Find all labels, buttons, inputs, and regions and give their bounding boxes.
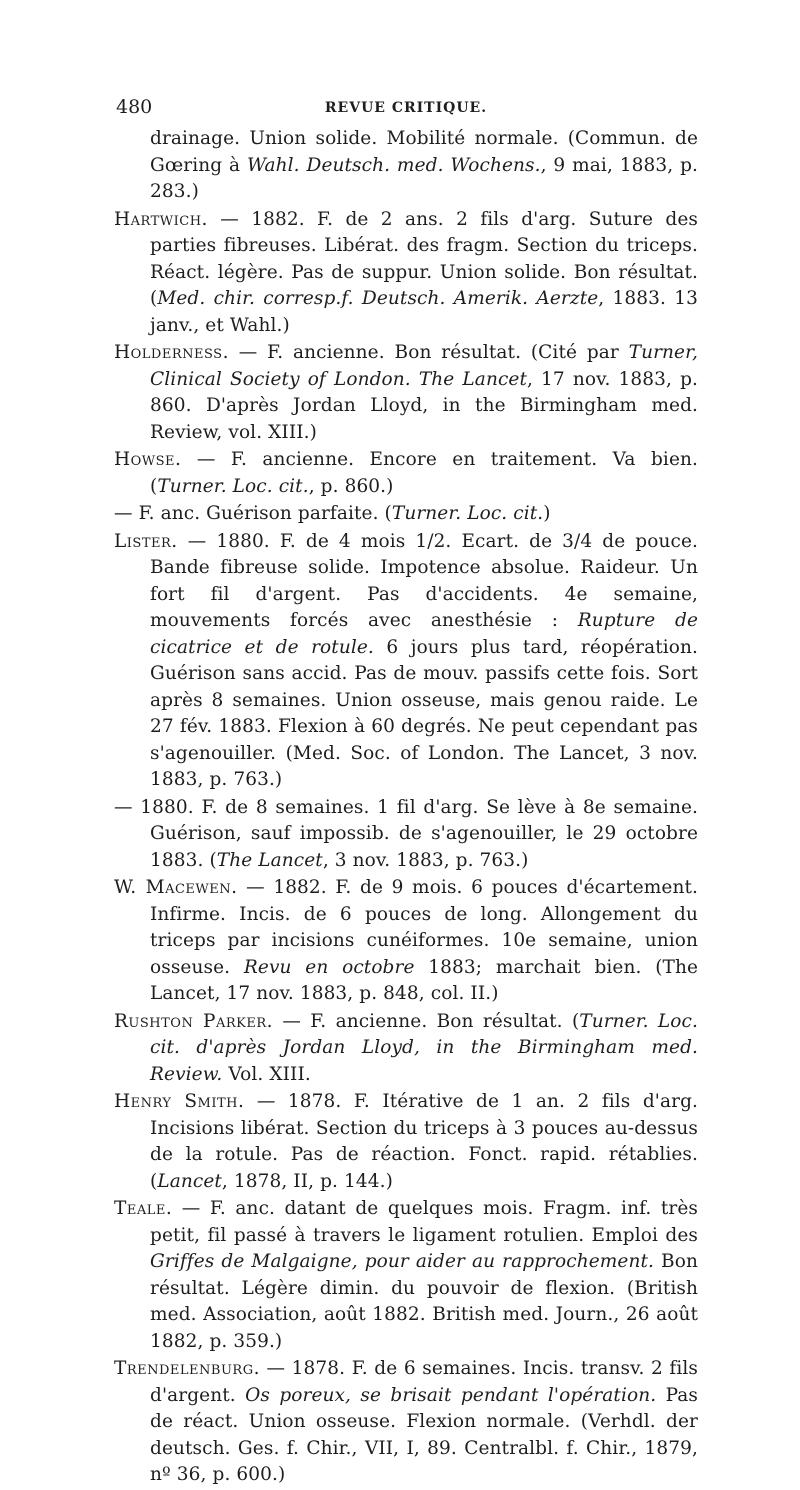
running-title: REVUE CRITIQUE. (324, 100, 488, 116)
entry-howse (114, 447, 698, 500)
entry-text: — 1878. F. Itérative de 1 an. 2 fils d'arg. Incisions libérat. Section du triceps à 3 pouces au-dessus de la rotule. Pas de réaction. Fonct. rapid. rétablies. ( (150, 1091, 698, 1192)
entry-reference: Rupture de cicatrice et de rotule. (150, 610, 699, 658)
entry-tail: Bon résultat. Légère dimin. du pouvoir de flexion. (British med. Association, août 1882. British med. Journ., 26 août 1882, p. 359.) (150, 1251, 698, 1352)
entry-author: Trendelenburg. (114, 1358, 260, 1379)
page-body (114, 126, 698, 1490)
entry-author: Rushton Parker. (114, 1010, 274, 1032)
entry-text: — F. ancienne. Encore en traitement. Va bien. ( (150, 449, 698, 497)
entry-reference: Turner. Loc. cit. d'après Jordan Lloyd, in the Birmingham med. Review. (150, 1010, 698, 1085)
entry-continuation (114, 126, 698, 206)
entry-holderness (114, 340, 698, 446)
entry-reference: Lancet (157, 1170, 222, 1192)
entry-reference: Turner, Clinical Society of London. The Lancet (150, 342, 698, 390)
entry-rushton-parker (114, 1009, 698, 1089)
entry-text: — F. ancienne. Bon résultat. ( (273, 1010, 580, 1032)
entry-author: Hartwich. (114, 208, 208, 230)
page-header (116, 96, 696, 126)
entry-trendelenburg (114, 1356, 698, 1489)
entry-tail: , 1878, II, p. 144.) (221, 1170, 393, 1192)
entry-reference: Os poreux, se brisait pendant l'opération. (245, 1384, 657, 1406)
page-number: 480 (116, 96, 153, 118)
entry-reference: Turner. Loc. cit. (391, 503, 544, 524)
entry-text: — 1882. F. de 2 ans. 2 fils d'arg. Suture des parties fibreuses. Libérat. des fragm. Section du triceps. Réact. légère. Pas de suppur. Union solide. Bon résultat. ( (150, 208, 698, 309)
entry-reference: Griffes de Malgaigne, pour aider au rapprochement. (150, 1251, 655, 1272)
entry-tail: , 17 nov. 1883, p. 860. D'après Jordan Lloyd, in the Birmingham med. Review, vol. XIII.) (150, 368, 698, 443)
entry-hartwich (114, 207, 698, 340)
entry-macewen (114, 875, 698, 1008)
entry-lister (114, 529, 698, 794)
entry-author: Teale. (114, 1198, 173, 1219)
entry-text: — 1880. F. de 8 semaines. 1 fil d'arg. Se lève à 8e semaine. Guérison, sauf impossib. de s'agenouiller, le 29 octobre 1883. ( (114, 796, 698, 871)
entry-tail: Pas de réact. Union osseuse. Flexion normale. (Verhdl. der deutsch. Ges. f. Chir., VII, I, 89. Centralbl. f. Chir., 1879, nº 36, p. 600.) (150, 1384, 699, 1485)
entry-text: — 1880. F. de 4 mois 1/2. Ecart. de 3/4 de pouce. Bande fibreuse solide. Impotence absolue. Raideur. Un fort fil d'argent. Pas d'accidents. 4e semaine, mouvements forcés avec anesthésie : (150, 530, 698, 631)
entry-henry-smith (114, 1089, 698, 1195)
entry-tail: ) (543, 503, 551, 524)
entry-author: Henry Smith. (114, 1091, 245, 1112)
entry-reference: Revu en octobre (243, 956, 415, 978)
entry-teale (114, 1196, 698, 1355)
entry-tail: 1883; marchait bien. (The Lancet, 17 nov. 1883, p. 848, col. II.) (150, 956, 699, 1004)
entry-lister-2 (114, 795, 698, 875)
entry-author: Holderness. (114, 342, 229, 363)
entry-text: — 1882. F. de 9 mois. 6 pouces d'écartement. Infirme. Incis. de 6 pouces de long. Allongement du triceps par incisions cunéiformes. 10e semaine, union osseuse. (150, 877, 698, 978)
entry-reference: Turner. Loc. cit. (157, 475, 309, 497)
entry-tail: , 1883. 13 janv., et Wahl.) (150, 288, 698, 336)
entry-text: — 1878. F. de 6 semaines. Incis. transv. 2 fils d'argent. (150, 1358, 698, 1406)
entry-text: — F. anc. Guérison parfaite. ( (114, 503, 392, 524)
entry-reference: Med. chir. corresp.f. Deutsch. Amerik. Aerzte (157, 288, 599, 309)
entry-tail: Vol. XIII. (222, 1063, 311, 1085)
entry-reference: Wahl. Deutsch. med. Wochens. (247, 154, 541, 176)
entry-tail: , p. 860.) (308, 475, 394, 497)
entry-text: drainage. Union solide. Mobilité normale. (Commun. de Gœring à (150, 128, 698, 176)
entry-text: — F. ancienne. Bon résultat. (Cité par (228, 342, 629, 363)
entry-author: Howse. (114, 449, 182, 470)
entry-text: — F. anc. datant de quelques mois. Fragm. inf. très petit, fil passé à travers le ligament rotulien. Emploi des (150, 1198, 698, 1246)
entry-author: Lister. (114, 530, 178, 552)
entry-author: W. Macewen. (114, 877, 238, 898)
entry-tail: , 3 nov. 1883, p. 763.) (322, 849, 529, 871)
entry-reference: The Lancet (216, 849, 323, 871)
entry-tail: , 9 mai, 1883, p. 283.) (150, 154, 698, 202)
entry-tail: 6 jours plus tard, réopération. Guérison sans accid. Pas de mouv. passifs cette fois. Sort après 8 semaines. Union osseuse, mais genou raide. Le 27 fév. 1883. Flexion à 60 degrés. Ne peut cependant pas s'agenouiller. (Med. Soc. of London. The Lancet, 3 nov. 1883, p. 763.) (150, 636, 698, 790)
entry-howse-2 (114, 501, 698, 528)
